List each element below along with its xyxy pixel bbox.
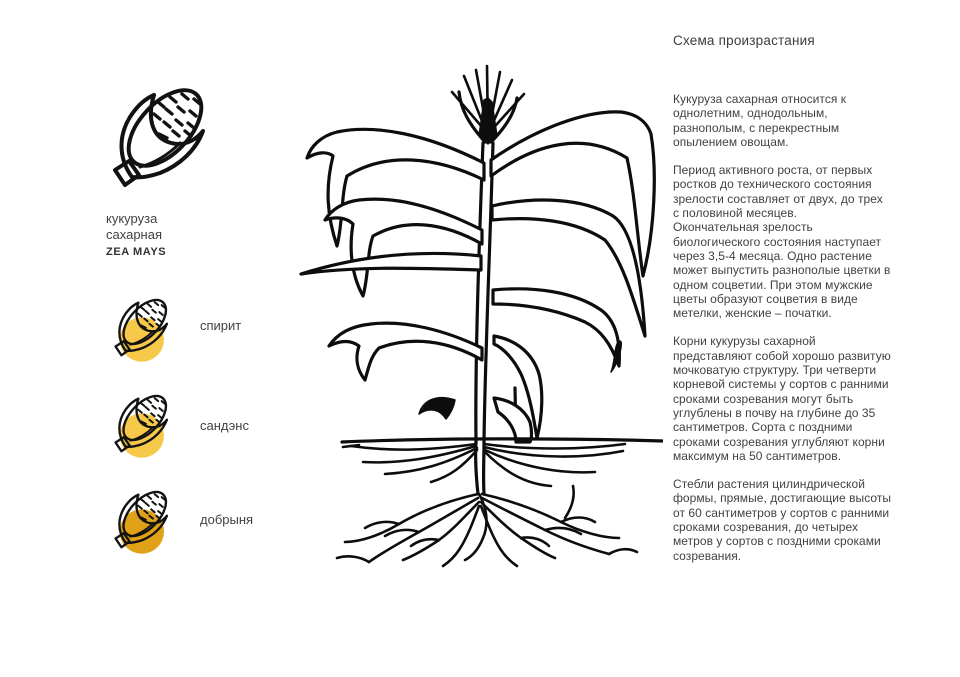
variety-label: сандэнс bbox=[200, 418, 249, 433]
leaf-lower-left bbox=[329, 323, 482, 380]
corn-cob-icon bbox=[108, 482, 178, 560]
article-paragraph bbox=[673, 163, 892, 320]
species-latin-name: ZEA MAYS bbox=[106, 246, 167, 258]
species-name-line1: кукуруза bbox=[106, 211, 158, 226]
corn-cob-icon bbox=[108, 386, 178, 464]
leaf-mid-left bbox=[325, 199, 482, 296]
paragraph-part: Период активного роста, от первых ростков до технического состояния зрелости составляет от двух, до трех с половиной месяцев. bbox=[673, 163, 883, 221]
article-paragraph: Корни кукурузы сахарной представляют собой хорошо развитую мочковатую структуру. Три четверти корневой системы у сортов с ранними сроками созревания могут быть углублены в почву на глубине до 35 сантиметров. Сорта с поздними сроками созревания углубляют корни максимум на 50 сантиметров. bbox=[673, 334, 891, 463]
paragraph-part: Окончательная зрелость биологического состояния наступает через 3,5-4 месяца. Одно растение может выпустить разнополые цветки в одном соцветии. При этом мужские цветы образуют соцветия в виде метелки, женские – початки. bbox=[673, 220, 891, 321]
article-column bbox=[673, 33, 892, 577]
species-label bbox=[106, 211, 166, 261]
species-name-line2: сахарная bbox=[106, 226, 162, 242]
article-paragraph: Кукуруза сахарная относится к однолетним, однодольным, разнополым, с перекрестным опылением овощам. bbox=[673, 92, 847, 149]
corn-plant-illustration bbox=[283, 48, 663, 628]
article-heading: Схема произрастания bbox=[673, 33, 815, 48]
leaf-at-ground bbox=[494, 398, 532, 442]
leaf-thin-left bbox=[301, 253, 481, 274]
corn-cob-icon bbox=[102, 78, 222, 198]
corn-cob-icon bbox=[108, 290, 178, 368]
variety-label: добрыня bbox=[200, 512, 254, 527]
article-paragraph: Стебли растения цилиндрической формы, прямые, достигающие высоты от 60 сантиметров у сортов с ранними сроками созревания, до четырех метров у сортов с поздними сроками созревания. bbox=[673, 477, 892, 563]
variety-label: спирит bbox=[200, 318, 242, 333]
